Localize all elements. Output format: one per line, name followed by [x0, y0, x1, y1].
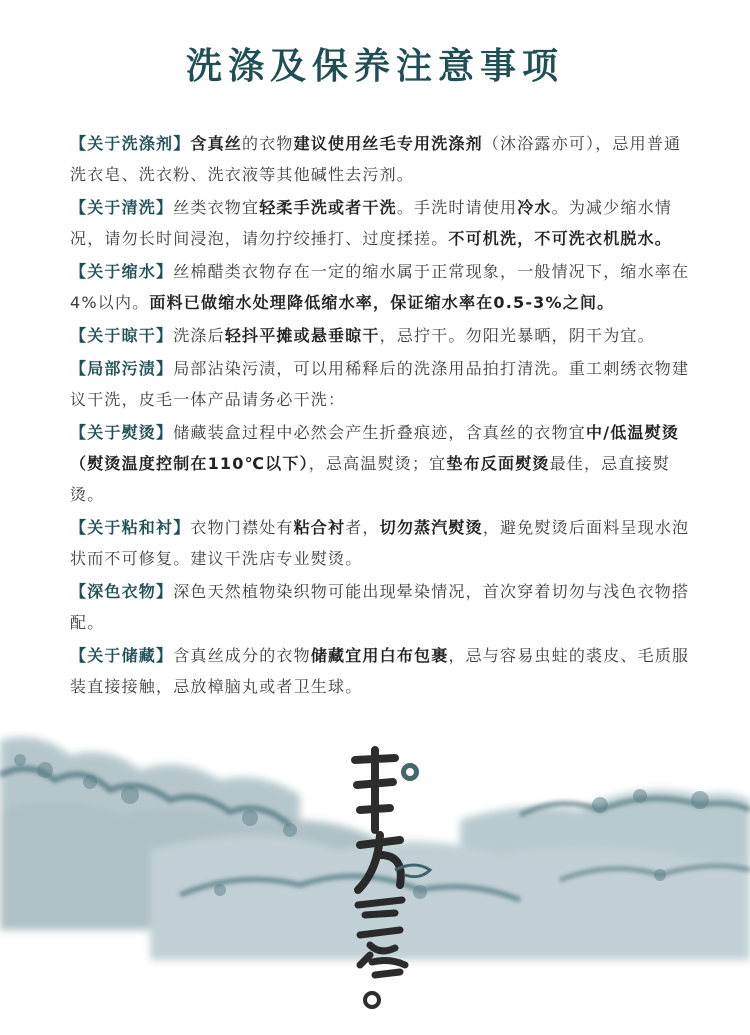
section-tag: 【关于洗涤剂】	[70, 134, 191, 153]
instruction-paragraph	[70, 320, 690, 351]
body-text: 丝类衣物宜	[173, 198, 260, 217]
body-text: 的衣物	[242, 134, 294, 153]
emphasis-text: 中/低温熨烫（熨烫温度控制在110℃以下）	[70, 423, 680, 473]
body-text: 丝棉醋类衣物存在一定的缩水属于正常现象，一般情况下，缩水率在4%以内。	[70, 262, 690, 312]
page-title: 洗涤及保养注意事项	[185, 46, 564, 87]
instruction-paragraph	[70, 417, 690, 510]
body-text: 深色天然植物染织物可能出现晕染情况，首次穿着切勿与浅色衣物搭配。	[70, 582, 690, 632]
emphasis-text: 冷水	[517, 198, 552, 217]
body-text: 者，	[345, 518, 380, 537]
body-text: 。为减少缩水情况，请勿长时间浸泡，请勿拧绞捶打、过度揉搓。	[70, 198, 673, 248]
body-text: ，忌高温熨烫；宜	[308, 454, 447, 473]
section-tag: 【深色衣物】	[70, 582, 174, 601]
section-tag: 【关于清洗】	[70, 198, 174, 217]
body-text: 洗涤后	[173, 326, 225, 345]
body-text: 储藏装盒过程中必然会产生折叠痕迹，含真丝的衣物宜	[173, 423, 587, 442]
body-text: ，忌拧干。勿阳光暴晒，阴干为宜。	[379, 326, 655, 345]
emphasis-text: 含真丝	[190, 134, 243, 153]
cloud-seal-icon	[401, 763, 419, 781]
section-tag: 【关于粘和衬】	[70, 518, 191, 537]
body-text: 局部沾染污渍，可以用稀释后的洗涤用品拍打清洗。重工刺绣衣物建议干洗，皮毛一体产品请务必干洗：	[70, 359, 690, 409]
body-text: （沐浴露亦可），忌用普通洗衣皂、洗衣粉、洗衣液等其他碱性去污剂。	[70, 134, 682, 184]
section-tag: 【局部污渍】	[70, 359, 174, 378]
ink-mountain-landscape	[0, 700, 750, 1035]
emphasis-text: 不可机洗，不可洗衣机脱水。	[448, 229, 673, 248]
body-text: 衣物门襟处有	[190, 518, 294, 537]
instruction-paragraph	[70, 192, 690, 254]
emphasis-text: 建议使用丝毛专用洗涤剂	[293, 134, 483, 153]
section-tag: 【关于缩水】	[70, 262, 174, 281]
instruction-paragraph	[70, 353, 690, 415]
emphasis-text: 储藏宜用白布包裹	[310, 646, 449, 665]
body-text: 最佳，忌直接熨烫。	[70, 454, 670, 504]
body-text: 含真丝成分的衣物	[173, 646, 311, 665]
instruction-paragraph	[70, 256, 690, 318]
emphasis-text: 轻柔手洗或者干洗	[259, 198, 397, 217]
emphasis-text: 面料已做缩水处理降低缩水率，保证缩水率在0.5-3%之间。	[149, 293, 615, 312]
body-text: ，忌与容易虫蛀的裘皮、毛质服装直接接触，忌放樟脑丸或者卫生球。	[70, 646, 690, 696]
body-text: 。手洗时请使用	[396, 198, 518, 217]
instruction-paragraph	[70, 640, 690, 702]
care-instructions	[70, 128, 690, 704]
instruction-paragraph	[70, 128, 690, 190]
section-tag: 【关于储藏】	[70, 646, 174, 665]
emphasis-text: 切勿蒸汽熨烫	[379, 518, 483, 537]
section-tag: 【关于晾干】	[70, 326, 174, 345]
emphasis-text: 轻抖平摊或悬垂晾干	[224, 326, 380, 345]
section-tag: 【关于熨烫】	[70, 423, 174, 442]
body-text: ，避免熨烫后面料呈现水泡状而不可修复。建议干洗店专业熨烫。	[70, 518, 690, 568]
instruction-paragraph	[70, 576, 690, 638]
emphasis-text: 粘合衬	[293, 518, 346, 537]
instruction-paragraph	[70, 512, 690, 574]
emphasis-text: 垫布反面熨烫	[446, 454, 550, 473]
